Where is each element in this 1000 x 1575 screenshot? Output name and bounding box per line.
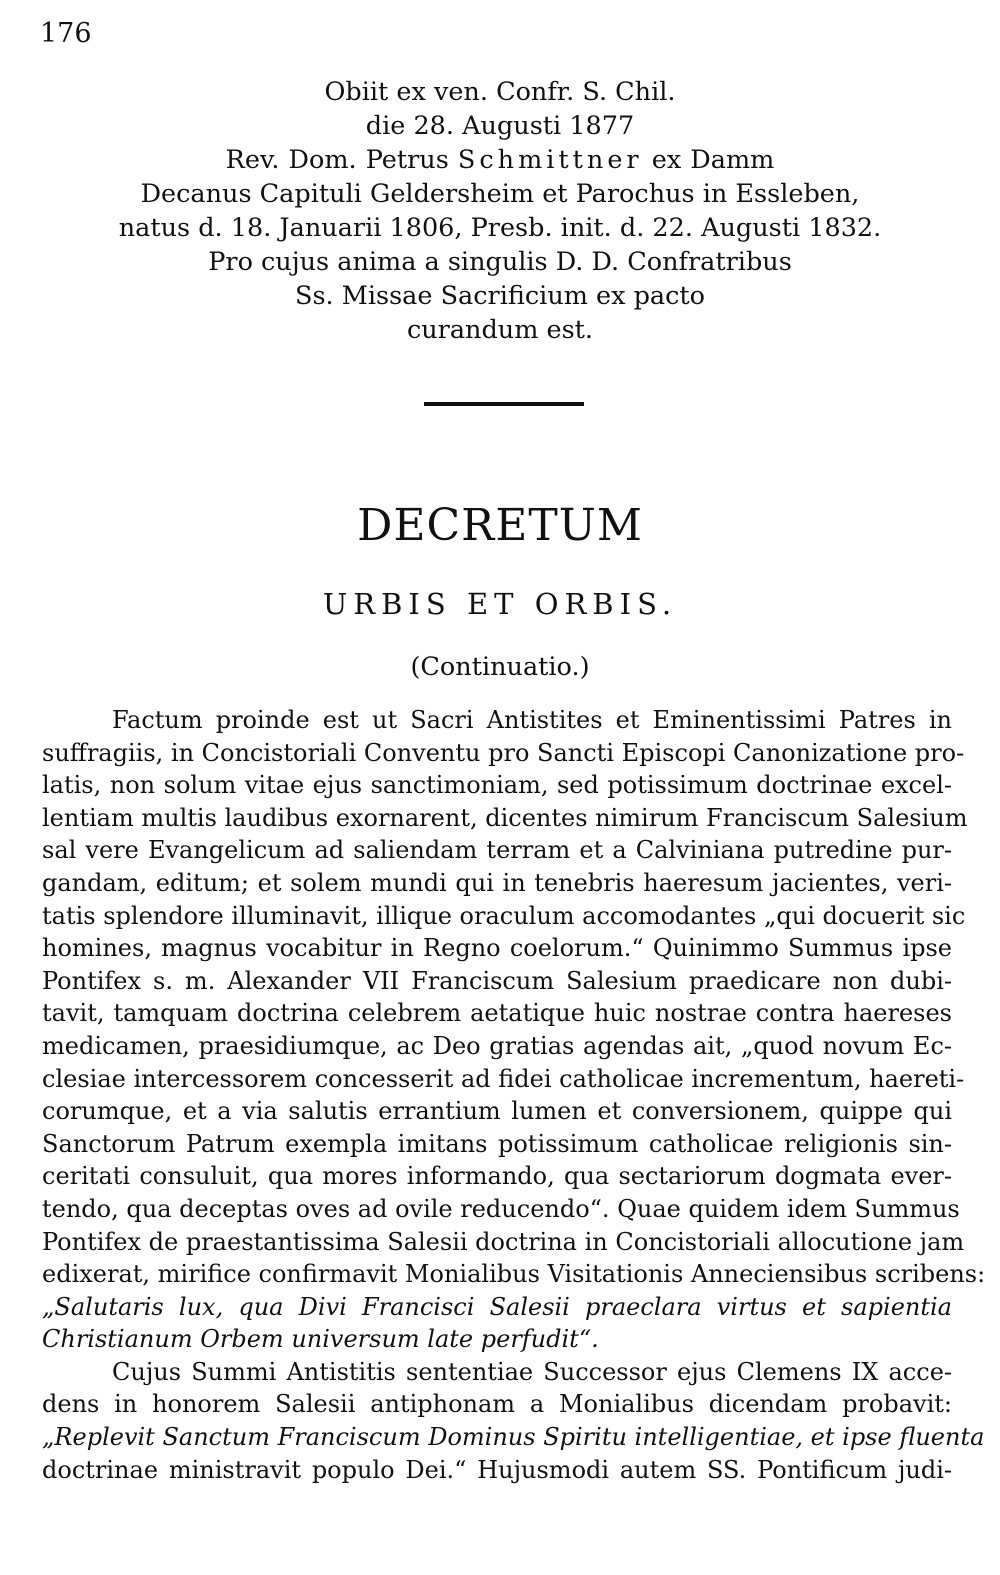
section-divider <box>424 402 584 406</box>
obituary-line <box>0 143 1000 177</box>
body-line: suffragiis, in Concistoriali Conventu pro Sancti Episcopi Canonizatione pro- <box>42 738 965 767</box>
obituary-title: Rev. Dom. Petrus <box>225 145 449 175</box>
decree-body-text <box>42 704 986 1486</box>
body-line: tavit, tamquam doctrina celebrem aetatique huic nostrae contra haereses <box>42 999 952 1028</box>
body-line: dens in honorem Salesii antiphonam a Monialibus dicendam probavit: <box>42 1390 952 1419</box>
body-line: latis, non solum vitae ejus sanctimoniam, sed potissimum doctrinae excel- <box>42 771 952 800</box>
body-line: tendo, qua deceptas oves ad ovile reducendo“. Quae quidem idem Summus <box>42 1194 960 1223</box>
page-number: 176 <box>40 18 92 49</box>
body-line: gandam, editum; et solem mundi qui in tenebris haeresum jacientes, veri- <box>42 868 952 897</box>
body-line-italic-quote: „Replevit Sanctum Franciscum Dominus Spiritu intelligentiae, et ipse fluenta <box>42 1423 985 1452</box>
body-line: tatis splendore illuminavit, illique oraculum accomodantes „qui docuerit sic <box>42 901 966 930</box>
obituary-origin: ex Damm <box>651 145 775 175</box>
body-line: edixerat, mirifice confirmavit Monialibus Visitationis Anneciensibus scribens: <box>42 1260 986 1289</box>
obituary-line: Decanus Capituli Geldersheim et Parochus in Essleben, <box>140 179 860 209</box>
decree-subtitle: URBIS ET ORBIS. <box>322 587 678 621</box>
obituary-line: Obiit ex ven. Confr. S. Chil. <box>324 77 676 107</box>
obituary-line: die 28. Augusti 1877 <box>365 111 635 141</box>
body-line: ceritati consuluit, qua mores informando, qua sectariorum dogmata ever- <box>42 1162 952 1191</box>
body-line: sal vere Evangelicum ad saliendam terram et a Calviniana putredine pur- <box>42 836 952 865</box>
body-line: corumque, et a via salutis errantium lumen et conversionem, quippe qui <box>42 1097 952 1126</box>
body-line: Cujus Summi Antistitis sententiae Successor ejus Clemens IX acce- <box>112 1357 952 1386</box>
obituary-notice <box>0 75 1000 347</box>
obituary-line: natus d. 18. Januarii 1806, Presb. init. d. 22. Augusti 1832. <box>118 213 882 243</box>
body-line: doctrinae ministravit populo Dei.“ Hujusmodi autem SS. Pontificum judi- <box>42 1455 952 1484</box>
body-line-italic-quote: Christianum Orbem universum late perfudit“. <box>42 1325 599 1354</box>
body-line: medicamen, praesidiumque, ac Deo gratias agendas ait, „quod novum Ec- <box>42 1031 952 1060</box>
body-line: Factum proinde est ut Sacri Antistites et Eminentissimi Patres in <box>112 706 952 734</box>
obituary-line: Pro cujus anima a singulis D. D. Confratribus <box>208 247 792 277</box>
body-line: lentiam multis laudibus exornarent, dicentes nimirum Franciscum Salesium <box>42 803 968 832</box>
body-line: Pontifex s. m. Alexander VII Franciscum Salesium praedicare non dubi- <box>42 966 952 995</box>
body-line: Sanctorum Patrum exempla imitans potissimum catholicae religionis sin- <box>42 1129 952 1158</box>
body-line-italic-quote: „Salutaris lux, qua Divi Francisci Salesii praeclara virtus et sapientia <box>42 1292 952 1321</box>
continuation-label: (Continuatio.) <box>410 652 590 682</box>
obituary-line: Ss. Missae Sacrificium ex pacto <box>294 281 706 311</box>
body-line: homines, magnus vocabitur in Regno coelorum.“ Quinimmo Summus ipse <box>42 934 952 963</box>
obituary-surname: Schmittner <box>457 145 643 175</box>
body-line: Pontifex de praestantissima Salesii doctrina in Concistoriali allocutione jam <box>42 1227 965 1256</box>
decree-title: DECRETUM <box>357 500 643 551</box>
body-line: clesiae intercessorem concesserit ad fidei catholicae incrementum, haereti- <box>42 1064 965 1093</box>
obituary-line: curandum est. <box>406 315 594 345</box>
